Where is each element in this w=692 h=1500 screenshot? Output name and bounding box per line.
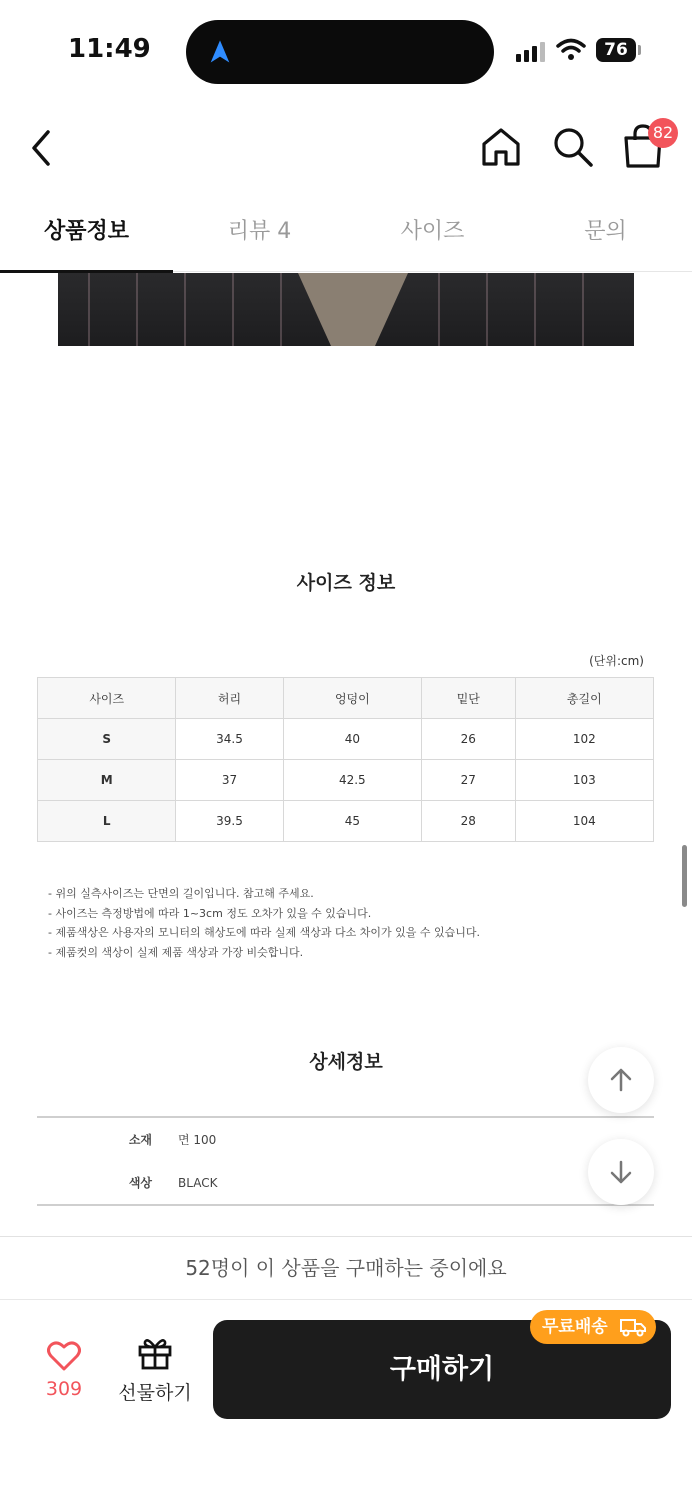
tab-reviews[interactable]: 리뷰 4	[227, 219, 292, 244]
search-icon[interactable]	[550, 124, 596, 170]
product-tabs	[0, 196, 692, 272]
scroll-to-top-button[interactable]	[588, 1047, 654, 1113]
navigation-arrow-icon	[206, 38, 234, 66]
detail-value: 면 100	[178, 1133, 217, 1147]
size-unit-label: (단위:cm)	[589, 654, 644, 668]
detail-info-title: 상세정보	[309, 1051, 383, 1073]
detail-key: 소재	[128, 1133, 152, 1147]
like-button[interactable]	[36, 1340, 92, 1400]
table-cell: 34.5	[176, 719, 283, 760]
gift-label: 선물하기	[118, 1382, 192, 1404]
scrollbar[interactable]	[682, 845, 687, 907]
top-navigation	[0, 110, 692, 190]
like-count: 309	[45, 1378, 83, 1400]
home-icon[interactable]	[478, 124, 524, 170]
heart-icon	[47, 1340, 81, 1372]
detail-key: 색상	[128, 1176, 152, 1190]
table-cell: 42.5	[283, 760, 421, 801]
size-cell: L	[38, 801, 176, 842]
status-time: 11:49	[68, 34, 151, 64]
note-line: - 제품색상은 사용자의 모니터의 해상도에 따라 실제 색상과 다소 차이가 있을 수 있습니다.	[48, 926, 480, 939]
buying-now-banner: 52명이 이 상품을 구매하는 중이에요	[0, 1236, 692, 1300]
wifi-icon	[556, 38, 586, 62]
detail-row-color	[37, 1161, 654, 1204]
note-line: - 제품컷의 색상이 실제 제품 색상과 가장 비슷합니다.	[48, 945, 304, 959]
table-row	[38, 760, 654, 801]
table-cell: 26	[422, 719, 516, 760]
table-row	[38, 801, 654, 842]
tab-product-info[interactable]: 상품정보	[0, 196, 173, 272]
battery-icon: 76	[596, 38, 636, 62]
gift-icon	[137, 1336, 173, 1370]
product-photo	[58, 273, 634, 346]
arrow-down-icon	[607, 1158, 635, 1186]
tab-size[interactable]: 사이즈	[400, 219, 465, 244]
tab-inquiry[interactable]: 문의	[584, 219, 627, 244]
table-row	[38, 719, 654, 760]
back-chevron-icon[interactable]	[26, 126, 58, 170]
gift-button[interactable]	[114, 1336, 196, 1405]
detail-row-material	[37, 1118, 654, 1161]
battery-tip	[638, 45, 641, 55]
size-notes	[48, 884, 480, 962]
header-cell: 엉덩이	[283, 678, 421, 719]
size-cell: M	[38, 760, 176, 801]
buy-button[interactable]: 구매하기	[213, 1320, 671, 1419]
table-cell: 28	[422, 801, 516, 842]
size-table-header	[38, 678, 654, 719]
note-line: - 사이즈는 측정방법에 따라 1~3cm 정도 오차가 있을 수 있습니다.	[48, 906, 372, 920]
size-info-title: 사이즈 정보	[296, 572, 396, 594]
header-cell: 밑단	[422, 678, 516, 719]
bottom-action-bar	[0, 1300, 692, 1500]
detail-table	[37, 1116, 654, 1206]
scroll-to-bottom-button[interactable]	[588, 1139, 654, 1205]
header-cell: 총길이	[515, 678, 653, 719]
cellular-signal-icon	[516, 42, 548, 62]
table-cell: 103	[515, 760, 653, 801]
truck-icon	[620, 1317, 646, 1337]
status-bar	[0, 0, 692, 100]
table-cell: 37	[176, 760, 283, 801]
table-cell: 45	[283, 801, 421, 842]
header-cell: 허리	[176, 678, 283, 719]
table-cell: 40	[283, 719, 421, 760]
table-cell: 39.5	[176, 801, 283, 842]
dynamic-island	[186, 20, 494, 84]
table-cell: 104	[515, 801, 653, 842]
free-shipping-label: 무료배송	[542, 1317, 608, 1337]
note-line: - 위의 실측사이즈는 단면의 길이입니다. 참고해 주세요.	[48, 887, 314, 900]
table-cell: 27	[422, 760, 516, 801]
photo-background-gap	[298, 273, 408, 346]
cart-count-badge: 82	[648, 118, 678, 148]
detail-value: BLACK	[178, 1175, 218, 1190]
free-shipping-badge	[530, 1310, 656, 1344]
size-table	[37, 677, 654, 842]
size-cell: S	[38, 719, 176, 760]
table-cell: 102	[515, 719, 653, 760]
header-cell: 사이즈	[38, 678, 176, 719]
arrow-up-icon	[607, 1066, 635, 1094]
